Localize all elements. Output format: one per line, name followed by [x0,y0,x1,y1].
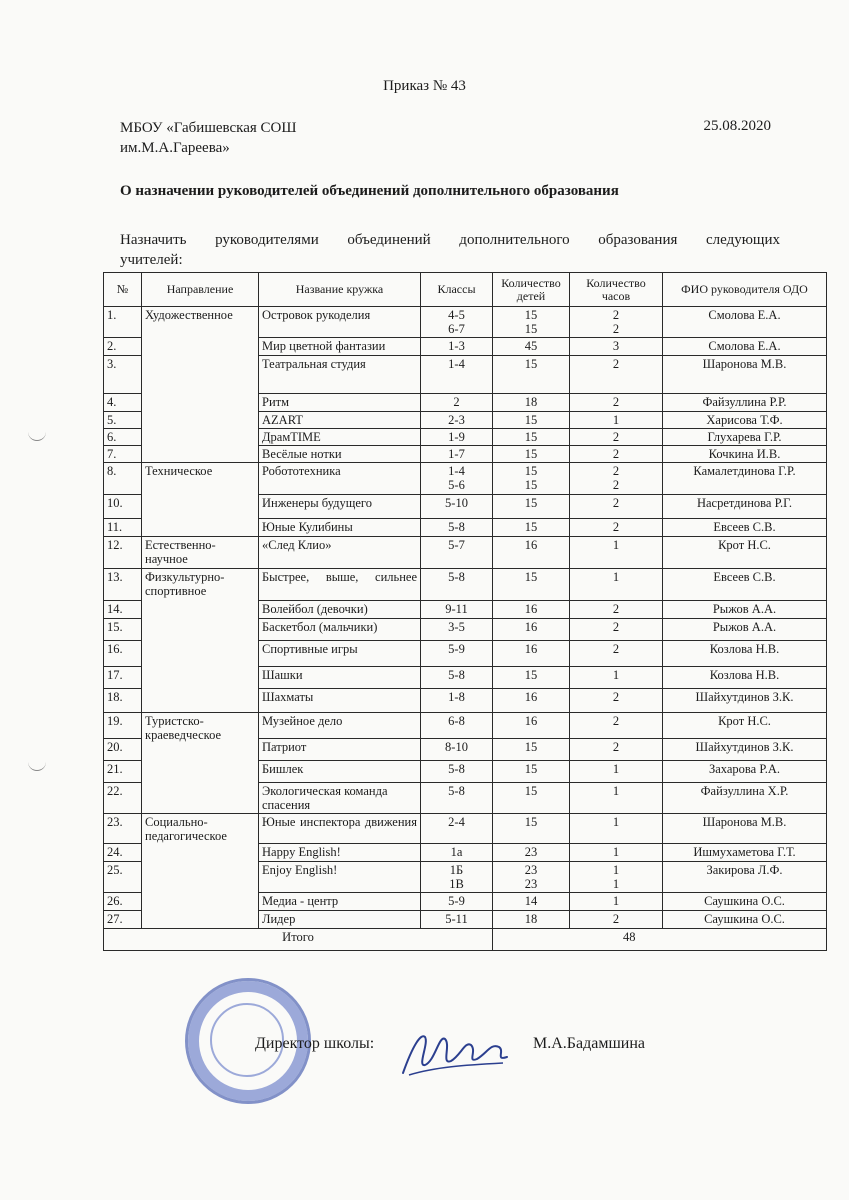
children-count-cell: 15 [493,783,570,814]
club-name-cell: AZART [259,412,421,429]
children-count-cell: 18 [493,394,570,412]
club-name-cell: Enjoy English! [259,862,421,893]
row-number-cell: 11. [104,519,142,537]
club-name-cell: Спортивные игры [259,641,421,667]
club-name-cell: Весёлые нотки [259,446,421,463]
table-row [104,463,827,495]
children-count-cell: 15 [493,569,570,601]
leader-name-cell: Саушкина О.С. [663,893,827,911]
hours-count-cell: 1 [570,537,663,569]
order-date: 25.08.2020 [703,118,771,134]
col-hours-count-header: Количество часов [570,273,663,307]
leader-name-cell: Закирова Л.Ф. [663,862,827,893]
row-number-cell: 10. [104,495,142,519]
children-count-cell: 23 [493,844,570,862]
leader-name-cell: Глухарева Г.Р. [663,429,827,446]
club-name-cell: Юные Кулибины [259,519,421,537]
children-count-cell: 16 [493,713,570,739]
children-count-cell: 15 [493,761,570,783]
leader-name-cell: Смолова Е.А. [663,338,827,356]
club-name-cell: Экологическая команда спасения [259,783,421,814]
leader-name-cell: Шайхутдинов З.К. [663,739,827,761]
hours-count-cell: 1 1 [570,862,663,893]
leader-name-cell: Кочкина И.В. [663,446,827,463]
hours-count-cell: 2 [570,713,663,739]
club-name-cell: Шашки [259,667,421,689]
row-number-cell: 13. [104,569,142,601]
order-title: Приказ № 43 [383,78,466,94]
col-direction-header: Направление [142,273,259,307]
row-number-cell: 20. [104,739,142,761]
table-row [104,569,827,601]
children-count-cell: 15 [493,429,570,446]
direction-cell: Техническое [142,463,259,537]
club-name-cell: Театральная студия [259,356,421,394]
children-count-cell: 15 [493,667,570,689]
director-label: Директор школы: [255,1035,375,1052]
grades-cell: 1-4 5-6 [421,463,493,495]
grades-cell: 4-5 6-7 [421,307,493,338]
grades-cell: 1Б 1В [421,862,493,893]
grades-cell: 2-4 [421,814,493,844]
children-count-cell: 15 15 [493,307,570,338]
row-number-cell: 19. [104,713,142,739]
hours-count-cell: 2 [570,429,663,446]
hours-count-cell: 2 [570,356,663,394]
hours-count-cell: 1 [570,761,663,783]
club-name-cell: Шахматы [259,689,421,713]
grades-cell: 1а [421,844,493,862]
club-name-cell: Медиа - центр [259,893,421,911]
grades-cell: 1-8 [421,689,493,713]
col-grades-header: Классы [421,273,493,307]
assignments-table [103,272,827,951]
grades-cell: 6-8 [421,713,493,739]
children-count-cell: 16 [493,641,570,667]
grades-cell: 5-8 [421,519,493,537]
leader-name-cell: Смолова Е.А. [663,307,827,338]
children-count-cell: 18 [493,911,570,929]
leader-name-cell: Шайхутдинов З.К. [663,689,827,713]
grades-cell: 5-7 [421,537,493,569]
hours-count-cell: 2 [570,689,663,713]
leader-name-cell: Насретдинова Р.Г. [663,495,827,519]
hole-punch-mark [28,430,46,441]
leader-name-cell: Камалетдинова Г.Р. [663,463,827,495]
club-name-cell: Островок рукоделия [259,307,421,338]
leader-name-cell: Козлова Н.В. [663,641,827,667]
children-count-cell: 23 23 [493,862,570,893]
direction-cell: Естественно-научное [142,537,259,569]
children-count-cell: 15 15 [493,463,570,495]
grades-cell: 5-9 [421,641,493,667]
club-name-cell: Юные инспектора движения [259,814,421,844]
grades-cell: 1-3 [421,338,493,356]
club-name-cell: «След Клио» [259,537,421,569]
row-number-cell: 3. [104,356,142,394]
leader-name-cell: Крот Н.С. [663,713,827,739]
hours-count-cell: 2 2 [570,307,663,338]
children-count-cell: 16 [493,601,570,619]
children-count-cell: 14 [493,893,570,911]
leader-name-cell: Захарова Р.А. [663,761,827,783]
row-number-cell: 17. [104,667,142,689]
children-count-cell: 15 [493,412,570,429]
direction-cell: Туристско-краеведческое [142,713,259,814]
grades-cell: 9-11 [421,601,493,619]
leader-name-cell: Рыжов А.А. [663,601,827,619]
club-name-cell: Баскетбол (мальчики) [259,619,421,641]
hours-count-cell: 2 [570,495,663,519]
club-name-cell: Патриот [259,739,421,761]
children-count-cell: 45 [493,338,570,356]
row-number-cell: 6. [104,429,142,446]
hours-count-cell: 1 [570,667,663,689]
children-count-cell: 15 [493,739,570,761]
row-number-cell: 23. [104,814,142,844]
grades-cell: 2 [421,394,493,412]
organization-line-2: им.М.А.Гареева» [120,140,230,156]
club-name-cell: Ритм [259,394,421,412]
leader-name-cell: Шаронова М.В. [663,356,827,394]
order-subject: О назначении руководителей объединений дополнительного образования [120,183,619,199]
grades-cell: 5-8 [421,569,493,601]
club-name-cell: Бишлек [259,761,421,783]
table-row [104,814,827,844]
grades-cell: 8-10 [421,739,493,761]
director-signature [395,1015,515,1085]
hours-count-cell: 2 [570,446,663,463]
table-row [104,537,827,569]
row-number-cell: 24. [104,844,142,862]
hole-punch-mark [28,760,46,771]
table-row [104,307,827,338]
hours-count-cell: 2 [570,911,663,929]
hours-count-cell: 1 [570,814,663,844]
leader-name-cell: Саушкина О.С. [663,911,827,929]
direction-cell: Художественное [142,307,259,463]
children-count-cell: 15 [493,519,570,537]
hours-count-cell: 2 [570,739,663,761]
row-number-cell: 2. [104,338,142,356]
row-number-cell: 12. [104,537,142,569]
club-name-cell: ДрамTIME [259,429,421,446]
grades-cell: 5-8 [421,761,493,783]
col-club-name-header: Название кружка [259,273,421,307]
hours-count-cell: 2 [570,641,663,667]
children-count-cell: 16 [493,619,570,641]
leader-name-cell: Козлова Н.В. [663,667,827,689]
grades-cell: 5-11 [421,911,493,929]
club-name-cell: Лидер [259,911,421,929]
leader-name-cell: Файзуллина Р.Р. [663,394,827,412]
club-name-cell: Волейбол (девочки) [259,601,421,619]
leader-name-cell: Евсеев С.В. [663,519,827,537]
intro-line-2: учителей: [120,252,183,268]
table-row [104,713,827,739]
grades-cell: 5-8 [421,783,493,814]
order-intro [120,230,780,270]
hours-count-cell: 1 [570,844,663,862]
grades-cell: 5-8 [421,667,493,689]
leader-name-cell: Ишмухаметова Г.Т. [663,844,827,862]
club-name-cell: Робототехника [259,463,421,495]
hours-count-cell: 1 [570,569,663,601]
grades-cell: 1-7 [421,446,493,463]
grades-cell: 1-4 [421,356,493,394]
hours-count-cell: 2 2 [570,463,663,495]
table-header-row [104,273,827,307]
row-number-cell: 1. [104,307,142,338]
hours-count-cell: 2 [570,394,663,412]
total-label: Итого [104,929,493,951]
total-row [104,929,827,951]
leader-name-cell: Файзуллина Х.Р. [663,783,827,814]
club-name-cell: Музейное дело [259,713,421,739]
row-number-cell: 18. [104,689,142,713]
club-name-cell: Инженеры будущего [259,495,421,519]
hours-count-cell: 3 [570,338,663,356]
row-number-cell: 8. [104,463,142,495]
row-number-cell: 27. [104,911,142,929]
grades-cell: 1-9 [421,429,493,446]
grades-cell: 2-3 [421,412,493,429]
leader-name-cell: Харисова Т.Ф. [663,412,827,429]
row-number-cell: 26. [104,893,142,911]
col-leader-name-header: ФИО руководителя ОДО [663,273,827,307]
organization-name [120,118,297,158]
children-count-cell: 16 [493,689,570,713]
hours-count-cell: 1 [570,783,663,814]
hours-count-cell: 1 [570,412,663,429]
hours-count-cell: 2 [570,619,663,641]
children-count-cell: 15 [493,356,570,394]
col-number-header: № [104,273,142,307]
leader-name-cell: Шаронова М.В. [663,814,827,844]
direction-cell: Физкультурно-спортивное [142,569,259,713]
hours-count-cell: 2 [570,601,663,619]
row-number-cell: 21. [104,761,142,783]
children-count-cell: 15 [493,495,570,519]
club-name-cell: Быстрее, выше, сильнее [259,569,421,601]
leader-name-cell: Крот Н.С. [663,537,827,569]
row-number-cell: 5. [104,412,142,429]
row-number-cell: 7. [104,446,142,463]
grades-cell: 5-9 [421,893,493,911]
organization-line-1: МБОУ «Габишевская СОШ [120,120,297,136]
hours-count-cell: 1 [570,893,663,911]
row-number-cell: 25. [104,862,142,893]
grades-cell: 3-5 [421,619,493,641]
grades-cell: 5-10 [421,495,493,519]
row-number-cell: 4. [104,394,142,412]
row-number-cell: 16. [104,641,142,667]
leader-name-cell: Рыжов А.А. [663,619,827,641]
row-number-cell: 14. [104,601,142,619]
children-count-cell: 16 [493,537,570,569]
leader-name-cell: Евсеев С.В. [663,569,827,601]
row-number-cell: 15. [104,619,142,641]
children-count-cell: 15 [493,446,570,463]
hours-count-cell: 2 [570,519,663,537]
row-number-cell: 22. [104,783,142,814]
intro-line-1: Назначить руководителями объединений дополнительного образования следующих [120,232,780,248]
total-hours: 48 [493,929,827,951]
director-name: М.А.Бадамшина [533,1035,645,1052]
club-name-cell: Мир цветной фантазии [259,338,421,356]
col-children-count-header: Количество детей [493,273,570,307]
children-count-cell: 15 [493,814,570,844]
table-body [104,307,827,929]
direction-cell: Социально-педагогическое [142,814,259,929]
club-name-cell: Happy English! [259,844,421,862]
